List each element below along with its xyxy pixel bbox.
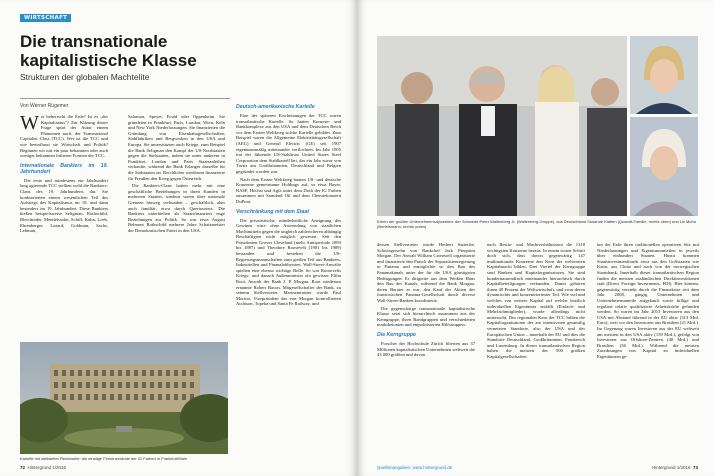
body-paragraph: Eine der späteren Erscheinungen der TCC waren transatlantische Kartelle. So hatten Konzern- und Bankkomplexe aus den USA und dem Deutschen Reich vor dem Ersten Weltkrieg solche Kartelle gebildet. Zum Beispiel waren die Allgemeine Elektrizitätsgesellschaft (AEG) und General Electric (GE) seit 1907 eigentumsmäßig miteinander verflochten. Im Jahr 1905 trat der führende US-Stahltrust United States Steel Corporation dem Stahlkartell bei, das ein Jahr zuvor von Trusts aus Großbritannien, Deutschland und Belgien gegründet worden war. (236, 113, 341, 174)
body-paragraph: Die gegenwärtige transnationale kapitalistische Klasse setzt sich hierarchisch zusammen aus der Kerngruppe, ihren Randgruppen und verschiedenen marktbetonten und entpolitisierten Hilfstruppen. (377, 305, 475, 328)
body-paragraph: nach Besitz- und Machtverhältnissen die 1318 wichtigsten Konzerne heraus. In einem ersten Schritt doch sich, dass davon gegenwärtig 147 multinationale Konzerne den Kern der weltweiten Kapitalmacht bilden. Drei Viertel der Kerngruppe sind Banken und Kapitalorganisatoren. Sie sind hunderttausendfach miteinander hierarchisch durch Kapitalbeteiligungen verbunden. Damit gehören ihnen 40 Prozent der Weltwirtschaft, und zwar deren dynamischer und konzentriertester Teil. Wie viel und welches von weitere Kapital auf welche letztlich individuellen Eigentümer entfällt (Einfach- und Mehrfachmitglieder), wurde allerdings nicht untersucht. Des regionalen Kern der TCC bilden die Kapitalorganisatoren der am intensivsten gesamtlig vernetzten Standorte, also der USA und der Europäischen Union – innerhalb der EU und dies die Standorte Deutschland, Großbritannien, Frankreich und Luxemburg. In dieser transatlantischen Region haben die meisten der 500 größten Kapitalgesellschaften (487, 242, 585, 359)
body-paragraph: Die Bankiers-Clans hatten mehr mit eine geschäftliche Beziehungen in ihren Kunden in mehreren Staaten, sondern waren über nationale Grenzen hinweg verbunden – geschäftlich, aber auch familiär, etwa durch Quertouriers. Die Bankiers unterhielten als Staatsfinanziers enge Beziehungen zur Politik. So war etwa August Belmont Rothschild mehrere Jahre Schatzmeister der Demokratischen Partei in den USA. (128, 183, 225, 233)
intro-paragraph: er beherrscht die Erde? Ist es „der Kapitalismus"? Zur Klärung dieser Frage spürt der Autor einem Phänomen nach: der Transnational Capitalist Class (TCC). Wer ist die TCC und wie beeinflusst sie Wirtschaft und Politik? Beginnen wir mit ein paar bekannten oder auch weniger bekannten früheren Formen der TCC. (20, 114, 108, 159)
article-title: Die transnationale kapitalistische Klasse (20, 32, 197, 70)
author-line: Von Werner Rügemer (20, 103, 69, 109)
section-heading: Deutsch-amerikanische Kartelle (236, 104, 315, 110)
left-column-3 (236, 104, 341, 459)
right-column-2 (487, 242, 585, 458)
body-paragraph: ten der Erde ihren traditionellen operativen Sitz mit Niederlassungen und Eigentumsanteilen in jeweils über einhundert Staaten. Hinzu kommen Staatsinvestmentfonds etwa aus den Golfstaaten wie Katar, aus China und auch von der norwegischen Staatsbank. Innerhalb dieser transatlantischen Region finden die meisten ausländischen Direktinvestitionen statt (Direct Foreign Investments, FDI). Hier können, gegenwärtig verzieht durch die Finanzkrise seit dem Jahr 2008, gängig Unternehmen und Unternehmensanteile aufgekauft sowie billige und reguliert relativ qualifizierte Arbeitskräfte gefunden werden. So waren im Jahr 2013 Investoren aus den USA mit Abstand führend in der EU aktiv (313 Mrd. Euro), weit vor den Investoren aus Brasilien (21 Mrd.). Im Gegenzug waren Investoren aus der EU weltweit am meisten in den USA aktiv (159 Mrd.), gefolgt von Investoren aus Offshore-Zentren (40 Mrd.) und Brasilien (36 Mrd.). Während die meisten Zuordnungen von Kapital zu individuellen Eigentümern ge- (597, 242, 699, 359)
source-link[interactable] (377, 465, 452, 470)
photo-caption: Kartelle mit weltweiter Reichweite: die einstige Firmenzentrale der IG Farben in Frankfurt/Main (20, 456, 187, 461)
klatten-photo (630, 36, 698, 114)
body-paragraph: Die privatistische, minderheitliche Aneignung des Gewinns wäre ohne Anwendung von staatlichen Machtmitteln gegen die ungleich zahlreicheren abhängig Beschäftigten nicht möglich gewesen. Seit den Präsidenten Grover Cleveland (mehr Amtsperiode 1893 bis 1897) und Theodore Roosevelt (1901 bis 1909) bestanden und bestehen die US-Regierungsmannschaften zum großen Teil aus Bankiers, Industriellen und Finanzlobbyisten. Wall-Street-Anwälte spielten eine ebenso wichtige Rolle. So war Roosevelts Kriegs- und danach Außenminister ein gewisser Elihu Root, Anwalt der Bank J. P. Morgan. Root wiederum ernannte Robert Bacon, Mitgesellschafter der Bank, zu seinem Stellvertreter. Marineminister wurde Paul Morton, Vizepräsident der von Morgan kontrollierten Atchison, Topeka und Santa Fe Railway, und (236, 217, 341, 307)
footer-link[interactable]: Quellenangaben: www.hintergrund.de (377, 465, 453, 470)
page-footer (652, 465, 698, 470)
body-paragraph: Die erste und mindestens ein Jahrhundert lang agierende TCC stellten wohl die Bankiers-Clans des 19. Jahrhunderts dar. Sie konkurrierten einem wesentlichen Teil des Aufstiegs des Kapitalismus im 18. und dann besonders im 19. Jahrhundert. Diese Bankiers hießen beispielsweise Seligman, Rothschild, Bleichröder, Mendelssohn, Schiff, Kuhn, Loeb, Ehrenberger, Lazard, Goldman, Sachs, Lehman, (20, 177, 108, 234)
building-image (20, 342, 228, 454)
section-heading: Die Kerngruppe (377, 331, 416, 338)
page-number: 73 (692, 465, 698, 470)
mohn-photo (630, 117, 698, 216)
issue-label: Hintergrund 1/2016 (27, 465, 67, 470)
left-column-2 (128, 114, 225, 339)
body-paragraph: Nach dem Ersten Weltkrieg bauten US- und deutsche Konzerne gemeinsame Holdings auf, so etwa Bayer, BASF, Höchst und Agfa unter dem Dach der IG Farben zusammen mit Standard Oil und dem Chemiekonzern DuPont. (236, 176, 341, 204)
section-heading: Internationale Bankiers im 19. Jahrhundert (20, 162, 108, 175)
left-column-1 (20, 114, 108, 339)
wallenberg-photo (377, 36, 627, 216)
divider (20, 98, 230, 99)
photo-caption: Erben der großen Unternehmensdynastien: der Schwede Peter Wallenberg Jr. (Wallenberg-Gruppe), aus Deutschland Susanne Klatten (Quandt-Familie, rechts oben) und Liz Mohn (Bertelsmann, rechts unten) (377, 219, 696, 229)
drop-cap: W (20, 114, 39, 134)
section-tag: WIRTSCHAFT (20, 14, 71, 22)
right-column-1 (377, 242, 475, 458)
body-paragraph: Forscher der Hochschule Zürich filterten aus 37 Millionen kapitalistischen Unternehmen weltweit die 43 000 größten und davon (377, 340, 475, 358)
right-page (357, 0, 714, 476)
page-footer (20, 465, 66, 470)
ig-farben-building-photo (20, 342, 228, 454)
issue-label: Hintergrund 1/2016 (651, 465, 691, 470)
article-subtitle: Strukturen der globalen Machtelite (20, 72, 150, 82)
body-paragraph: Salomon, Speyer, Fould oder Oppenheim. Sie gründeten in Frankfurt, Paris, London, Wien, Köln und New York Niederlassungen. Sie finanzierten die Gründung von Eisenbahngesellschaften, Stahlfabriken und Bergwerken in den USA und Europa. Sie unterstützten auch Kriege, zum Beispiel die Bank Seligman den Kampf der US-Nordstaaten gegen die Südstaaten, indem sie unter anderem in Frankfurt, London und Paris Staatsanleihen verkaufte, während die Bank Erlanger dasselbe für die Südstaaten tat. Reichlicher wiederum finanzierte für Preußen den Krieg gegen Österreich. (128, 114, 225, 181)
right-column-3 (597, 242, 699, 458)
portrait-image (630, 117, 698, 216)
section-heading: Verschränkung mit dem Staat (236, 208, 310, 215)
portrait-image (630, 36, 698, 114)
page-number: 72 (20, 465, 26, 470)
body-paragraph: dessen Stellvertreter wurde Herbert Satterlee, Schwiegersohn von Bankchef Jack Pierpoint Morgan. Der Anwalt William Cromwell organisierte und finanzierte den Putsch der Separatistenregierung in Panama und ermöglichte so den Bau des Panamakanals unter der für die USA günstigsten Bedingungen. Er dirigierte aus dem Weißen Haus den Bau des Kanals, während die Bank Morgan, deren Berater er war, den Kauf der Aktien der französischen Panama-Gesellschaft durch diverse Wall-Street-Banken koordinierte. (377, 242, 475, 303)
people-image (377, 36, 627, 216)
